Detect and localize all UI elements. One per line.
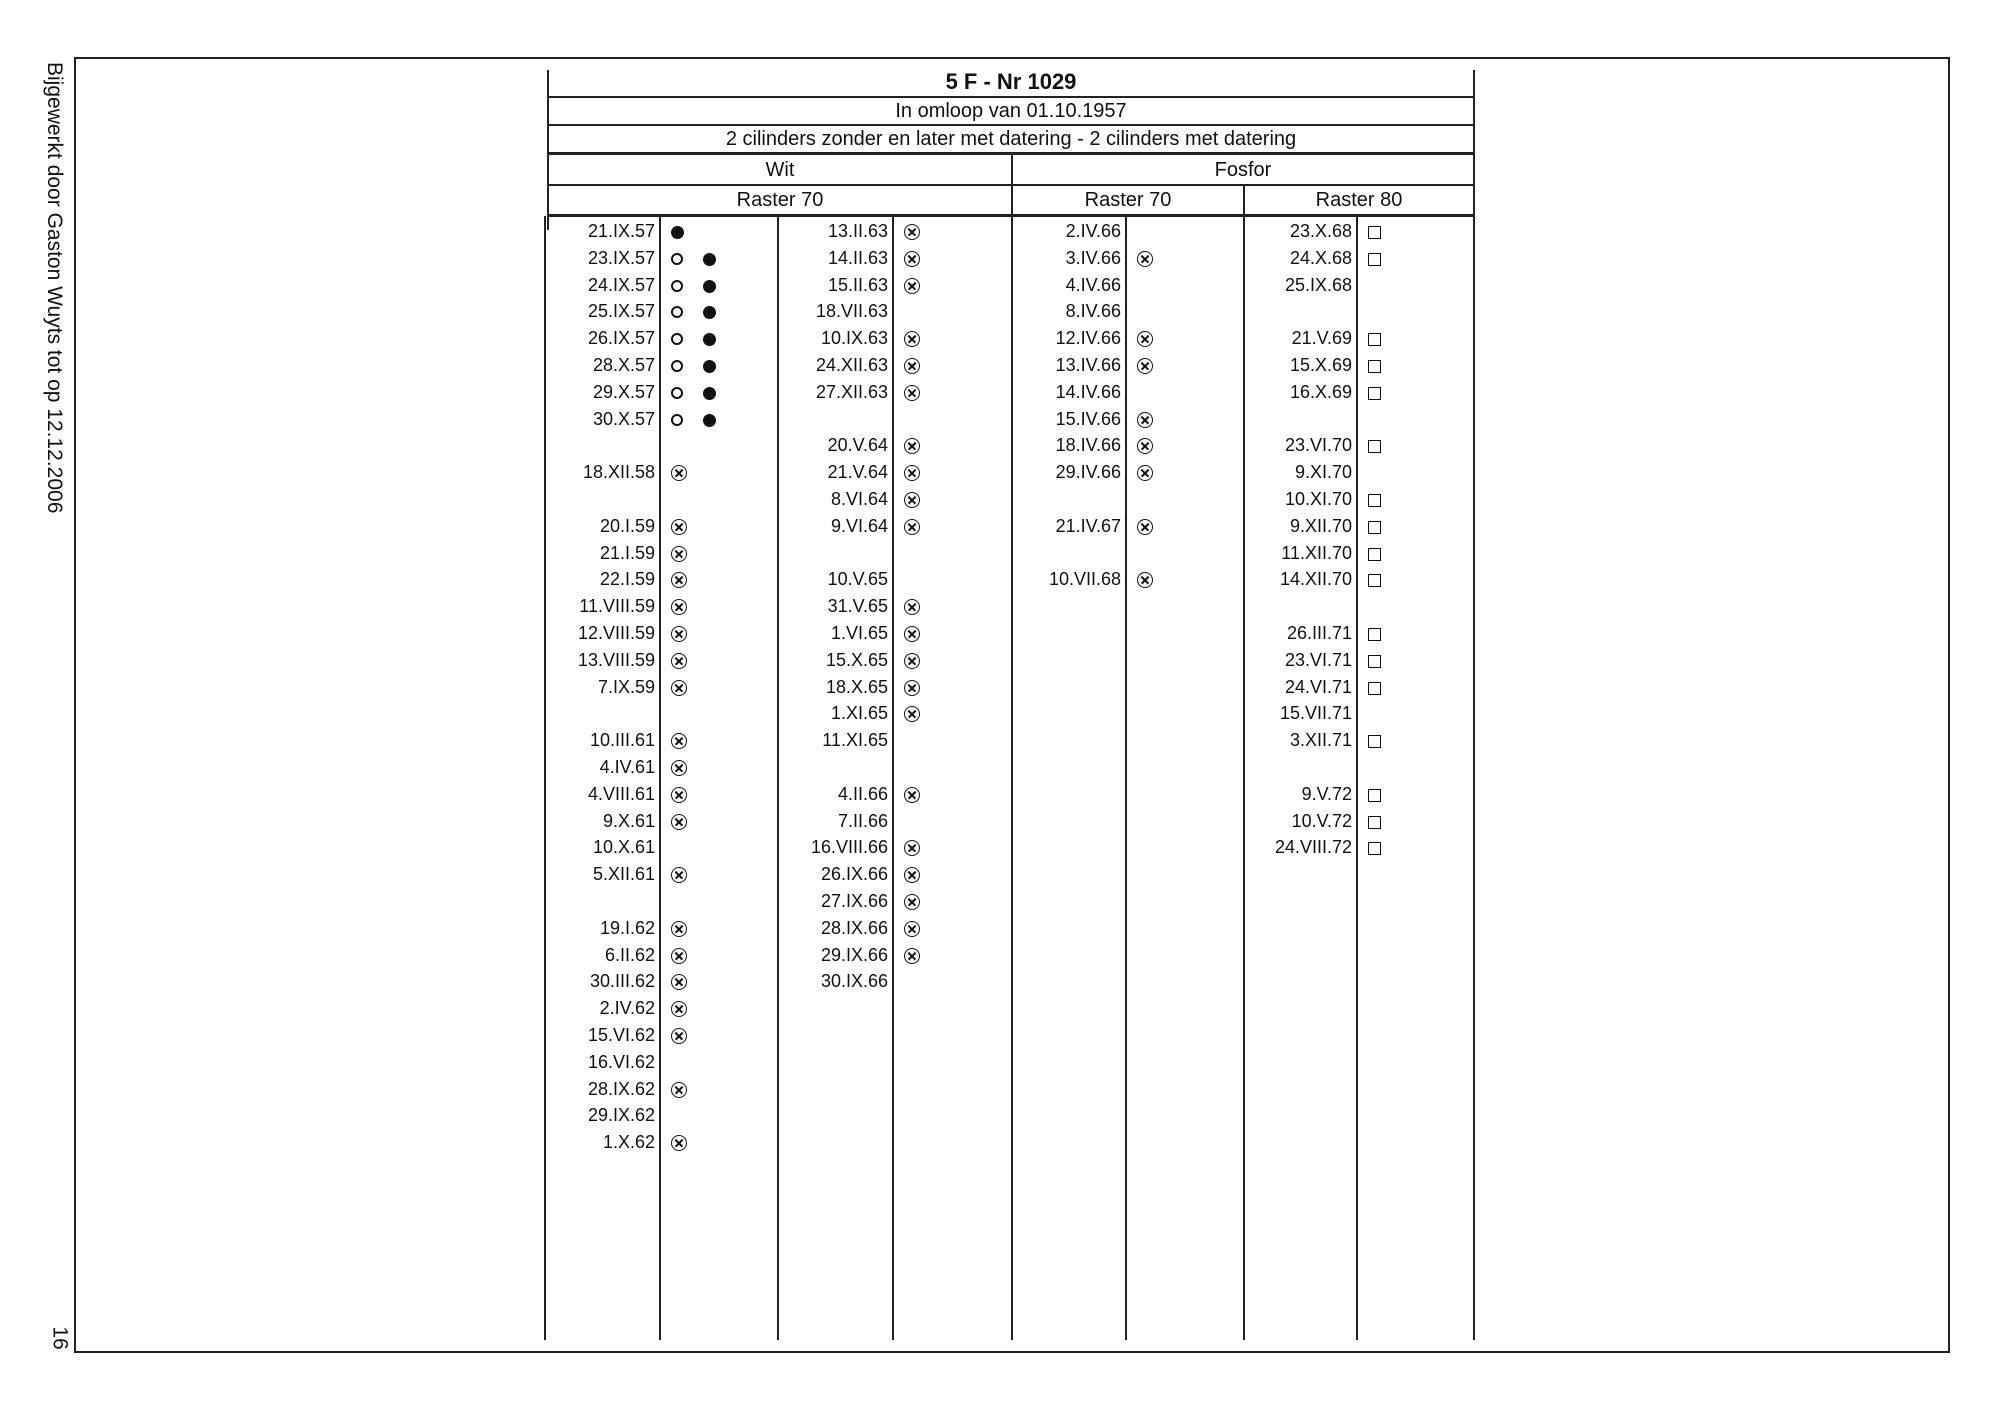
stamp-date: 15.X.69 bbox=[1289, 355, 1352, 375]
crossed-circle-icon bbox=[671, 948, 687, 964]
crossed-circle-icon bbox=[671, 760, 687, 776]
stamp-date: 11.VIII.59 bbox=[579, 596, 655, 617]
stamp-date: 18.IV.66 bbox=[1055, 435, 1121, 456]
stamp-date: 15.X.65 bbox=[825, 649, 888, 670]
square-icon bbox=[1368, 226, 1381, 239]
stamp-date: 31.V.65 bbox=[827, 596, 888, 617]
square-icon bbox=[1368, 735, 1381, 748]
stamp-date: 28.IX.62 bbox=[587, 1078, 655, 1099]
stamp-date: 28.X.57 bbox=[592, 355, 655, 375]
crossed-circle-icon bbox=[904, 921, 920, 937]
stamp-date: 7.IX.59 bbox=[597, 676, 655, 697]
open-circle-icon bbox=[671, 280, 683, 292]
stamp-date: 14.XII.70 bbox=[1279, 569, 1352, 590]
stamp-date: 14.IV.66 bbox=[1055, 381, 1121, 402]
body-line-2 bbox=[659, 216, 661, 1340]
stamp-date: 1.XI.65 bbox=[830, 703, 888, 724]
stamp-date: 24.IX.57 bbox=[587, 274, 655, 295]
stamp-date: 9.XII.70 bbox=[1289, 515, 1352, 536]
crossed-circle-icon bbox=[904, 948, 920, 964]
crossed-circle-icon bbox=[671, 921, 687, 937]
stamp-date: 3.XII.71 bbox=[1289, 730, 1352, 751]
stamp-date: 29.X.57 bbox=[592, 381, 655, 402]
stamp-date: 30.III.62 bbox=[589, 971, 655, 992]
stamp-date: 29.IX.66 bbox=[820, 944, 888, 965]
square-icon bbox=[1368, 548, 1381, 561]
stamp-date: 10.IX.63 bbox=[820, 328, 888, 349]
stamp-date: 21.IX.57 bbox=[587, 221, 655, 241]
square-icon bbox=[1368, 253, 1381, 266]
filled-dot-icon bbox=[671, 226, 684, 239]
crossed-circle-icon bbox=[904, 224, 920, 240]
square-icon bbox=[1368, 789, 1381, 802]
stamp-date: 12.IV.66 bbox=[1055, 328, 1121, 349]
filled-dot-icon bbox=[703, 414, 716, 427]
square-icon bbox=[1368, 360, 1381, 373]
crossed-circle-icon bbox=[904, 653, 920, 669]
body-line-9 bbox=[1473, 216, 1475, 1340]
filled-dot-icon bbox=[703, 280, 716, 293]
stamp-date: 4.VIII.61 bbox=[587, 783, 655, 804]
square-icon bbox=[1368, 655, 1381, 668]
stamp-date: 8.IV.66 bbox=[1065, 301, 1121, 322]
circulation-date: In omloop van 01.10.1957 bbox=[895, 100, 1127, 122]
square-icon bbox=[1368, 494, 1381, 507]
stamp-date: 16.VI.62 bbox=[587, 1051, 655, 1072]
stamp-date: 20.V.64 bbox=[827, 435, 888, 456]
stamp-date: 14.II.63 bbox=[827, 247, 888, 268]
crossed-circle-icon bbox=[671, 1028, 687, 1044]
stamp-date: 18.XII.58 bbox=[582, 462, 655, 483]
square-icon bbox=[1368, 842, 1381, 855]
open-circle-icon bbox=[671, 360, 683, 372]
crossed-circle-icon bbox=[904, 251, 920, 267]
crossed-circle-icon bbox=[671, 787, 687, 803]
crossed-circle-icon bbox=[1137, 412, 1153, 428]
stamp-date: 11.XI.65 bbox=[822, 730, 888, 751]
cylinder-description: 2 cilinders zonder en later met datering - 2 cilinders met datering bbox=[725, 128, 1297, 150]
filled-dot-icon bbox=[703, 253, 716, 266]
crossed-circle-icon bbox=[671, 653, 687, 669]
crossed-circle-icon bbox=[1137, 358, 1153, 374]
square-icon bbox=[1368, 816, 1381, 829]
open-circle-icon bbox=[671, 387, 683, 399]
crossed-circle-icon bbox=[671, 680, 687, 696]
stamp-date: 27.IX.66 bbox=[820, 891, 888, 911]
stamp-date: 16.VIII.66 bbox=[810, 837, 888, 858]
stamp-date: 23.VI.71 bbox=[1284, 649, 1352, 670]
stamp-date: 16.X.69 bbox=[1289, 381, 1352, 402]
stamp-date: 4.IV.66 bbox=[1065, 274, 1121, 295]
stamp-date: 30.X.57 bbox=[592, 408, 655, 429]
stamp-entry bbox=[0, 888, 888, 915]
crossed-circle-icon bbox=[671, 546, 687, 562]
stamp-date: 4.IV.61 bbox=[599, 757, 655, 777]
square-icon bbox=[1368, 574, 1381, 587]
stamp-date: 24.VI.71 bbox=[1284, 676, 1352, 697]
stamp-date: 2.IV.66 bbox=[1065, 221, 1121, 241]
stamp-date: 29.IX.62 bbox=[587, 1105, 655, 1126]
stamp-date: 21.IV.67 bbox=[1055, 515, 1121, 536]
crossed-circle-icon bbox=[904, 358, 920, 374]
stamp-date: 15.II.63 bbox=[827, 274, 888, 295]
raster-wit-70: Raster 70 bbox=[736, 189, 824, 211]
stamp-date: 10.XI.70 bbox=[1284, 489, 1352, 509]
crossed-circle-icon bbox=[904, 492, 920, 508]
stamp-date: 18.X.65 bbox=[825, 676, 888, 697]
stamp-date: 28.IX.66 bbox=[820, 917, 888, 938]
stamp-date: 10.V.65 bbox=[827, 569, 888, 590]
stamp-date: 15.VII.71 bbox=[1279, 703, 1352, 724]
crossed-circle-icon bbox=[904, 894, 920, 910]
divider-fosfor-rasters-header bbox=[1243, 184, 1245, 218]
stamp-date: 3.IV.66 bbox=[1065, 247, 1121, 268]
crossed-circle-icon bbox=[904, 385, 920, 401]
crossed-circle-icon bbox=[904, 680, 920, 696]
crossed-circle-icon bbox=[1137, 251, 1153, 267]
stamp-date: 25.IX.68 bbox=[1284, 274, 1352, 295]
square-icon bbox=[1368, 440, 1381, 453]
stamp-date: 19.I.62 bbox=[599, 917, 655, 938]
stamp-entry bbox=[0, 1129, 655, 1156]
filled-dot-icon bbox=[703, 387, 716, 400]
stamp-date: 20.I.59 bbox=[599, 515, 655, 536]
stamp-entry bbox=[0, 1076, 655, 1103]
stamp-date: 10.III.61 bbox=[589, 730, 655, 751]
stamp-date: 6.II.62 bbox=[604, 944, 655, 965]
stamp-date: 12.VIII.59 bbox=[577, 623, 655, 643]
stamp-date: 26.IX.57 bbox=[587, 328, 655, 349]
stamp-entry bbox=[0, 754, 655, 781]
crossed-circle-icon bbox=[671, 626, 687, 642]
stamp-entry bbox=[0, 1022, 655, 1049]
raster-fosfor-80: Raster 80 bbox=[1315, 189, 1403, 211]
stamp-date: 27.XII.63 bbox=[815, 381, 888, 402]
stamp-title: 5 F - Nr 1029 bbox=[945, 69, 1077, 94]
stamp-date: 24.XII.63 bbox=[815, 355, 888, 375]
stamp-date: 10.VII.68 bbox=[1048, 569, 1121, 590]
side-note: Bijgewerkt door Gaston Wuyts tot op 12.12.2006 bbox=[43, 62, 66, 514]
stamp-date: 23.IX.57 bbox=[587, 247, 655, 268]
stamp-date: 4.II.66 bbox=[837, 783, 888, 804]
stamp-date: 21.V.64 bbox=[827, 462, 888, 483]
stamp-date: 2.IV.62 bbox=[599, 998, 655, 1019]
stamp-date: 13.IV.66 bbox=[1055, 355, 1121, 375]
stamp-date: 21.V.69 bbox=[1291, 328, 1352, 349]
stamp-date: 25.IX.57 bbox=[587, 301, 655, 322]
crossed-circle-icon bbox=[671, 1082, 687, 1098]
stamp-date: 23.VI.70 bbox=[1284, 435, 1352, 456]
crossed-circle-icon bbox=[1137, 519, 1153, 535]
body-line-4 bbox=[892, 216, 894, 1340]
group-fosfor: Fosfor bbox=[1214, 159, 1272, 181]
stamp-date: 7.II.66 bbox=[837, 810, 888, 831]
filled-dot-icon bbox=[703, 360, 716, 373]
stamp-date: 26.III.71 bbox=[1286, 623, 1352, 643]
crossed-circle-icon bbox=[904, 519, 920, 535]
stamp-date: 15.IV.66 bbox=[1055, 408, 1121, 429]
stamp-date: 26.IX.66 bbox=[820, 864, 888, 885]
group-wit: Wit bbox=[765, 159, 795, 181]
stamp-entry bbox=[0, 1102, 655, 1129]
stamp-date: 8.VI.64 bbox=[830, 489, 888, 509]
stamp-entry bbox=[0, 995, 655, 1022]
open-circle-icon bbox=[671, 414, 683, 426]
stamp-date: 29.IV.66 bbox=[1055, 462, 1121, 483]
stamp-date: 10.V.72 bbox=[1291, 810, 1352, 831]
square-icon bbox=[1368, 333, 1381, 346]
stamp-date: 24.VIII.72 bbox=[1274, 837, 1352, 858]
body-line-6 bbox=[1125, 216, 1127, 1340]
crossed-circle-icon bbox=[904, 787, 920, 803]
stamp-date: 24.X.68 bbox=[1289, 247, 1352, 268]
stamp-date: 21.I.59 bbox=[599, 542, 655, 563]
body-line-8 bbox=[1356, 216, 1358, 1340]
stamp-date: 13.II.63 bbox=[827, 221, 888, 241]
square-icon bbox=[1368, 387, 1381, 400]
stamp-date: 9.XI.70 bbox=[1294, 462, 1352, 483]
crossed-circle-icon bbox=[904, 278, 920, 294]
stamp-date: 10.X.61 bbox=[592, 837, 655, 858]
square-icon bbox=[1368, 682, 1381, 695]
stamp-date: 18.VII.63 bbox=[815, 301, 888, 322]
stamp-date: 1.X.62 bbox=[602, 1132, 655, 1153]
vertical-border-right-top bbox=[1473, 70, 1475, 230]
page-number: 16 bbox=[48, 1326, 72, 1350]
stamp-date: 9.X.61 bbox=[602, 810, 655, 831]
stamp-date: 22.I.59 bbox=[599, 569, 655, 590]
stamp-date: 9.V.72 bbox=[1301, 783, 1352, 804]
square-icon bbox=[1368, 628, 1381, 641]
raster-fosfor-70: Raster 70 bbox=[1084, 189, 1172, 211]
stamp-entry bbox=[0, 1049, 655, 1076]
stamp-date: 9.VI.64 bbox=[830, 515, 888, 536]
divider-wit-fosfor-header bbox=[1011, 154, 1013, 218]
stamp-date: 30.IX.66 bbox=[820, 971, 888, 992]
crossed-circle-icon bbox=[671, 814, 687, 830]
stamp-date: 13.VIII.59 bbox=[577, 649, 655, 670]
square-icon bbox=[1368, 521, 1381, 534]
stamp-date: 23.X.68 bbox=[1289, 221, 1352, 241]
stamp-date: 15.VI.62 bbox=[587, 1025, 655, 1045]
crossed-circle-icon bbox=[904, 626, 920, 642]
crossed-circle-icon bbox=[671, 519, 687, 535]
stamp-date: 1.VI.65 bbox=[830, 623, 888, 643]
stamp-date: 11.XII.70 bbox=[1281, 542, 1352, 563]
open-circle-icon bbox=[671, 253, 683, 265]
stamp-date: 5.XII.61 bbox=[592, 864, 655, 885]
